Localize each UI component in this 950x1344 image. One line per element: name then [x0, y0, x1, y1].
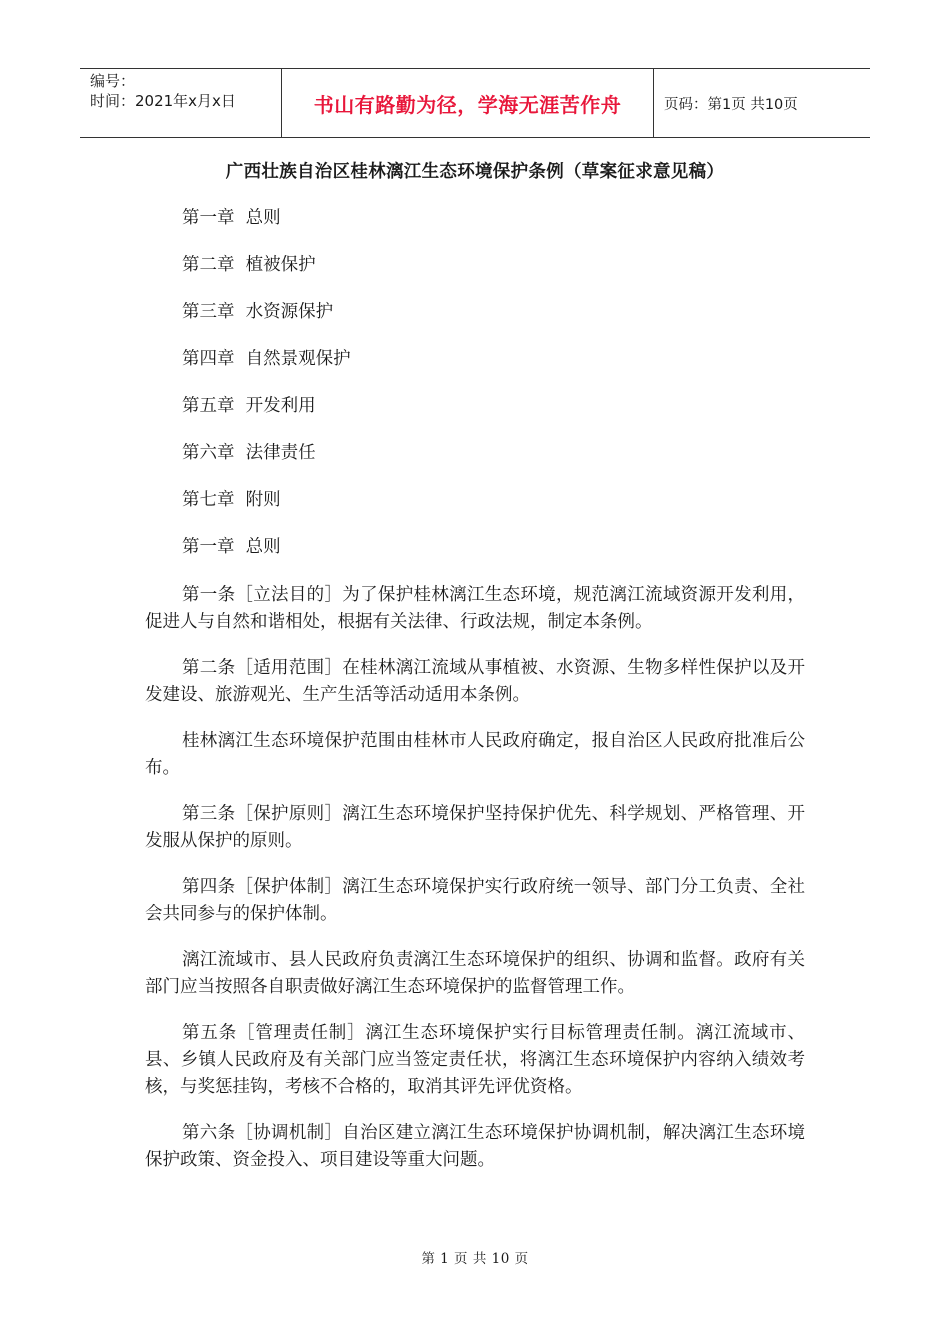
document-number-label: 编号：: [90, 72, 136, 90]
header-page-cell: [654, 69, 870, 137]
header-motto-cell: [282, 69, 654, 137]
articles: [145, 582, 805, 1174]
table-of-contents: [145, 206, 805, 582]
toc-item: 第二章 植被保护: [182, 255, 316, 275]
document-title: 广西壮族自治区桂林漓江生态环境保护条例（草案征求意见稿）: [225, 162, 725, 182]
toc-item: 第七章 附则: [182, 490, 281, 510]
toc-item: 第一章 总则: [182, 208, 281, 228]
toc-item: 第六章 法律责任: [182, 443, 316, 463]
document-body: [145, 206, 805, 1193]
page-footer: 第 1 页 共 10 页: [421, 1251, 529, 1267]
header-meta-cell: [80, 69, 282, 137]
article-paragraph: 桂林漓江生态环境保护范围由桂林市人民政府确定，报自治区人民政府批准后公布。: [145, 731, 805, 778]
document-date: 时间：2021年x月x日: [90, 92, 236, 110]
header-page-info: 页码：第1页 共10页: [664, 96, 798, 113]
article-paragraph: 第五条［管理责任制］漓江生态环境保护实行目标管理责任制。漓江流域市、县、乡镇人民政府及有关部门应当签定责任状，将漓江生态环境保护内容纳入绩效考核，与奖惩挂钩，考核不合格的，取消其评先评优资格。: [145, 1023, 805, 1097]
article-paragraph: 第六条［协调机制］自治区建立漓江生态环境保护协调机制，解决漓江生态环境保护政策、资金投入、项目建设等重大问题。: [145, 1123, 805, 1170]
article-paragraph: 第二条［适用范围］在桂林漓江流域从事植被、水资源、生物多样性保护以及开发建设、旅游观光、生产生活等活动适用本条例。: [145, 658, 805, 705]
article-paragraph: 第三条［保护原则］漓江生态环境保护坚持保护优先、科学规划、严格管理、开发服从保护的原则。: [145, 804, 805, 851]
page-header: [80, 68, 870, 138]
toc-item: 第三章 水资源保护: [182, 302, 334, 322]
article-paragraph: 漓江流域市、县人民政府负责漓江生态环境保护的组织、协调和监督。政府有关部门应当按照各自职责做好漓江生态环境保护的监督管理工作。: [145, 950, 805, 997]
toc-item: 第五章 开发利用: [182, 396, 316, 416]
toc-item: 第四章 自然景观保护: [182, 349, 351, 369]
article-paragraph: 第四条［保护体制］漓江生态环境保护实行政府统一领导、部门分工负责、全社会共同参与的保护体制。: [145, 877, 805, 924]
article-paragraph: 第一条［立法目的］为了保护桂林漓江生态环境，规范漓江流域资源开发利用，促进人与自然和谐相处，根据有关法律、行政法规，制定本条例。: [145, 585, 805, 632]
header-motto: 书山有路勤为径，学海无涯苦作舟: [313, 92, 622, 117]
chapter-heading: 第一章 总则: [182, 537, 281, 557]
